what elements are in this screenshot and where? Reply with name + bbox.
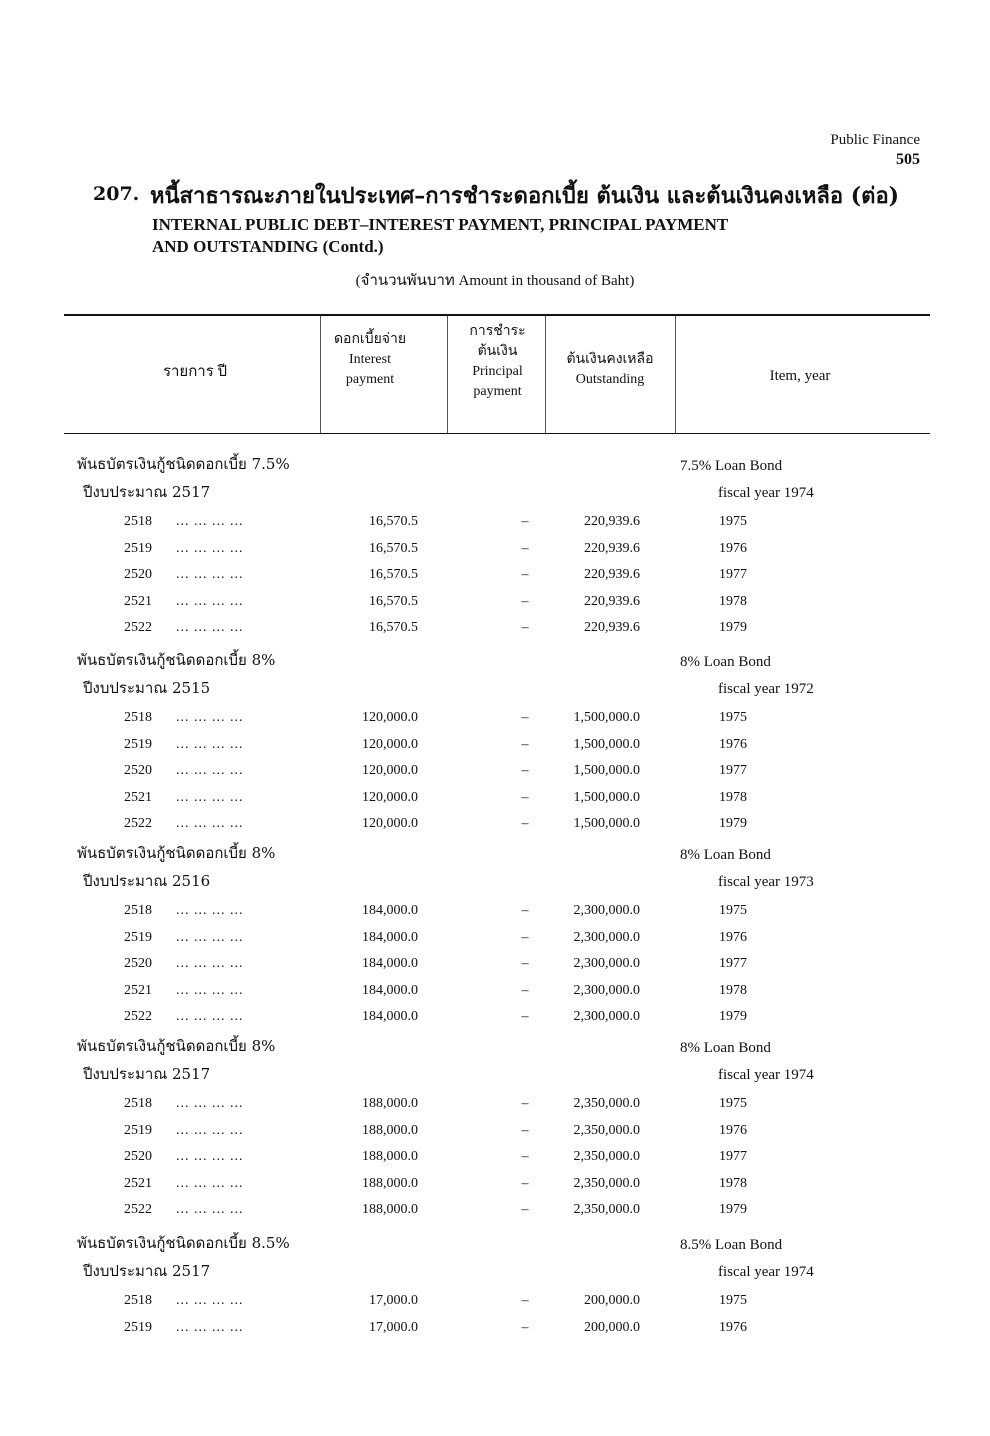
cell-interest-payment: 184,000.0: [362, 1009, 418, 1024]
cell-outstanding: 1,500,000.0: [573, 816, 640, 831]
cell-year-thai: 2521: [124, 1175, 152, 1191]
cell-interest-payment: 188,000.0: [362, 1096, 418, 1111]
cell-interest-payment: 16,570.5: [369, 514, 418, 529]
cell-year-english: 1979: [719, 1009, 747, 1024]
cell-year-thai: 2518: [124, 1293, 152, 1308]
cell-outstanding: 2,350,000.0: [573, 1202, 640, 1217]
cell-year-english: 1977: [719, 567, 747, 582]
cell-interest-payment: 188,000.0: [362, 1122, 418, 1138]
column-divider: [675, 316, 676, 433]
cell-interest-payment: 184,000.0: [362, 982, 418, 998]
page-number: 505: [896, 151, 920, 168]
cell-principal-payment: –: [521, 736, 529, 752]
cell-principal-payment: –: [521, 567, 529, 582]
cell-leader-dots: ... ... ... ...: [176, 1293, 244, 1308]
title-english-line2: AND OUTSTANDING (Contd.): [152, 237, 384, 256]
table-row: [0, 567, 990, 593]
principal-header-thai1: การชำระ: [469, 324, 526, 339]
cell-interest-payment: 188,000.0: [362, 1202, 418, 1217]
cell-year-thai: 2519: [124, 736, 152, 752]
cell-year-english: 1976: [719, 1319, 747, 1335]
cell-leader-dots: ... ... ... ...: [176, 1175, 244, 1191]
column-header-outstanding: [545, 350, 675, 390]
cell-year-thai: 2519: [124, 929, 152, 945]
cell-year-thai: 2522: [124, 816, 152, 831]
table-row: [0, 930, 990, 956]
table-row: [0, 1123, 990, 1149]
table-row: [0, 1202, 990, 1228]
table-row: [0, 763, 990, 789]
group-subtitle-english: fiscal year 1974: [718, 485, 814, 501]
cell-year-thai: 2519: [124, 1319, 152, 1335]
outstanding-header-thai: ต้นเงินคงเหลือ: [566, 352, 654, 367]
title-thai: หนี้สาธารณะภายในประเทศ–การชำระดอกเบี้ย ต้นเงิน และต้นเงินคงเหลือ (ต่อ): [150, 183, 900, 209]
cell-interest-payment: 188,000.0: [362, 1175, 418, 1191]
cell-year-english: 1978: [719, 1175, 747, 1191]
group-title-english: 8% Loan Bond: [680, 847, 771, 863]
column-divider: [447, 316, 448, 433]
column-header-item-thai: รายการ ปี: [162, 364, 228, 380]
group-subtitle-english: fiscal year 1973: [718, 874, 814, 890]
cell-year-english: 1977: [719, 763, 747, 778]
cell-year-english: 1976: [719, 736, 747, 752]
cell-outstanding: 2,300,000.0: [573, 929, 640, 945]
group-subtitle-thai: ปีงบประมาณ 2515: [83, 679, 211, 697]
cell-year-thai: 2521: [124, 593, 152, 609]
title-english: [152, 214, 852, 258]
cell-year-english: 1976: [719, 1122, 747, 1138]
running-header: [830, 130, 920, 170]
cell-leader-dots: ... ... ... ...: [176, 1149, 244, 1164]
unit-note: (จำนวนพันบาท Amount in thousand of Baht): [355, 273, 635, 289]
cell-year-thai: 2518: [124, 710, 152, 725]
group-title-thai: พันธบัตรเงินกู้ชนิดดอกเบี้ย 8%: [77, 1037, 276, 1055]
cell-leader-dots: ... ... ... ...: [176, 903, 244, 918]
cell-year-thai: 2518: [124, 1096, 152, 1111]
cell-year-english: 1978: [719, 789, 747, 805]
cell-principal-payment: –: [521, 763, 529, 778]
cell-leader-dots: ... ... ... ...: [176, 982, 244, 998]
cell-outstanding: 2,300,000.0: [573, 1009, 640, 1024]
cell-year-thai: 2522: [124, 620, 152, 635]
column-header-interest: [320, 330, 420, 390]
table-row: [0, 541, 990, 567]
cell-principal-payment: –: [521, 1202, 529, 1217]
cell-interest-payment: 16,570.5: [369, 540, 418, 556]
group-subtitle-english: fiscal year 1972: [718, 681, 814, 697]
group-title-english: 8% Loan Bond: [680, 1040, 771, 1056]
table-row: [0, 1096, 990, 1122]
cell-leader-dots: ... ... ... ...: [176, 1096, 244, 1111]
table-row: [0, 620, 990, 646]
cell-principal-payment: –: [521, 540, 529, 556]
cell-principal-payment: –: [521, 1175, 529, 1191]
cell-year-english: 1978: [719, 982, 747, 998]
cell-interest-payment: 120,000.0: [362, 789, 418, 805]
cell-leader-dots: ... ... ... ...: [176, 540, 244, 556]
cell-principal-payment: –: [521, 789, 529, 805]
cell-principal-payment: –: [521, 1319, 529, 1335]
cell-year-english: 1977: [719, 956, 747, 971]
table-header-rule: [64, 433, 930, 434]
group-subtitle-thai: ปีงบประมาณ 2517: [83, 483, 211, 501]
cell-outstanding: 2,350,000.0: [573, 1149, 640, 1164]
outstanding-header-en: Outstanding: [575, 372, 645, 387]
group-subtitle-english: fiscal year 1974: [718, 1067, 814, 1083]
cell-outstanding: 2,350,000.0: [573, 1096, 640, 1111]
cell-year-english: 1979: [719, 620, 747, 635]
cell-interest-payment: 16,570.5: [369, 620, 418, 635]
cell-leader-dots: ... ... ... ...: [176, 736, 244, 752]
cell-outstanding: 1,500,000.0: [573, 710, 640, 725]
cell-principal-payment: –: [521, 1009, 529, 1024]
cell-interest-payment: 16,570.5: [369, 567, 418, 582]
column-header-principal: [450, 322, 545, 402]
cell-year-english: 1978: [719, 593, 747, 609]
cell-leader-dots: ... ... ... ...: [176, 593, 244, 609]
cell-year-english: 1979: [719, 1202, 747, 1217]
cell-principal-payment: –: [521, 620, 529, 635]
table-row: [0, 816, 990, 842]
column-divider: [320, 316, 321, 433]
cell-outstanding: 200,000.0: [584, 1293, 640, 1308]
cell-year-english: 1976: [719, 540, 747, 556]
cell-principal-payment: –: [521, 514, 529, 529]
cell-interest-payment: 17,000.0: [369, 1319, 418, 1335]
table-row: [0, 1009, 990, 1035]
cell-interest-payment: 120,000.0: [362, 736, 418, 752]
column-header-item-english: Item, year: [769, 368, 831, 384]
cell-principal-payment: –: [521, 956, 529, 971]
table-number: 207.: [93, 183, 140, 205]
interest-header-en2: payment: [345, 372, 395, 387]
table-row: [0, 514, 990, 540]
cell-outstanding: 220,939.6: [584, 514, 640, 529]
principal-header-thai2: ต้นเงิน: [477, 344, 518, 359]
cell-outstanding: 1,500,000.0: [573, 736, 640, 752]
group-title-thai: พันธบัตรเงินกู้ชนิดดอกเบี้ย 8%: [77, 844, 276, 862]
table-row: [0, 983, 990, 1009]
table-top-rule: [64, 314, 930, 316]
interest-header-thai: ดอกเบี้ยจ่าย: [333, 332, 407, 347]
cell-principal-payment: –: [521, 903, 529, 918]
cell-principal-payment: –: [521, 1096, 529, 1111]
cell-year-thai: 2521: [124, 789, 152, 805]
group-title-thai: พันธบัตรเงินกู้ชนิดดอกเบี้ย 8%: [77, 651, 276, 669]
cell-year-thai: 2520: [124, 956, 152, 971]
cell-principal-payment: –: [521, 710, 529, 725]
table-row: [0, 737, 990, 763]
title-english-line1: INTERNAL PUBLIC DEBT–INTEREST PAYMENT, PRINCIPAL PAYMENT: [152, 215, 729, 234]
cell-year-english: 1975: [719, 903, 747, 918]
group-title-thai: พันธบัตรเงินกู้ชนิดดอกเบี้ย 7.5%: [77, 455, 290, 473]
cell-outstanding: 200,000.0: [584, 1319, 640, 1335]
cell-year-english: 1975: [719, 1293, 747, 1308]
cell-outstanding: 2,350,000.0: [573, 1175, 640, 1191]
cell-principal-payment: –: [521, 929, 529, 945]
cell-year-english: 1975: [719, 710, 747, 725]
cell-outstanding: 2,350,000.0: [573, 1122, 640, 1138]
cell-leader-dots: ... ... ... ...: [176, 789, 244, 805]
cell-principal-payment: –: [521, 1293, 529, 1308]
cell-leader-dots: ... ... ... ...: [176, 956, 244, 971]
cell-interest-payment: 184,000.0: [362, 929, 418, 945]
table-row: [0, 903, 990, 929]
cell-outstanding: 1,500,000.0: [573, 789, 640, 805]
group-subtitle-english: fiscal year 1974: [718, 1264, 814, 1280]
table-row: [0, 710, 990, 736]
group-subtitle-thai: ปีงบประมาณ 2517: [83, 1065, 211, 1083]
group-subtitle-thai: ปีงบประมาณ 2516: [83, 872, 211, 890]
cell-leader-dots: ... ... ... ...: [176, 710, 244, 725]
cell-interest-payment: 17,000.0: [369, 1293, 418, 1308]
cell-outstanding: 220,939.6: [584, 567, 640, 582]
group-title-thai: พันธบัตรเงินกู้ชนิดดอกเบี้ย 8.5%: [77, 1234, 290, 1252]
principal-header-en1: Principal: [472, 364, 523, 379]
group-title-english: 7.5% Loan Bond: [680, 458, 783, 474]
cell-year-thai: 2518: [124, 903, 152, 918]
cell-outstanding: 1,500,000.0: [573, 763, 640, 778]
cell-principal-payment: –: [521, 1149, 529, 1164]
cell-interest-payment: 120,000.0: [362, 763, 418, 778]
cell-interest-payment: 16,570.5: [369, 593, 418, 609]
cell-leader-dots: ... ... ... ...: [176, 816, 244, 831]
table-row: [0, 1320, 990, 1346]
table-row: [0, 1176, 990, 1202]
cell-interest-payment: 188,000.0: [362, 1149, 418, 1164]
group-title-english: 8.5% Loan Bond: [680, 1237, 783, 1253]
cell-year-english: 1976: [719, 929, 747, 945]
cell-leader-dots: ... ... ... ...: [176, 620, 244, 635]
cell-year-thai: 2520: [124, 763, 152, 778]
cell-leader-dots: ... ... ... ...: [176, 1319, 244, 1335]
group-subtitle-thai: ปีงบประมาณ 2517: [83, 1262, 211, 1280]
cell-principal-payment: –: [521, 982, 529, 998]
cell-year-thai: 2520: [124, 1149, 152, 1164]
interest-header-en1: Interest: [349, 352, 391, 367]
table-row: [0, 790, 990, 816]
group-title-english: 8% Loan Bond: [680, 654, 771, 670]
cell-year-english: 1975: [719, 514, 747, 529]
principal-header-en2: payment: [473, 384, 522, 399]
cell-outstanding: 2,300,000.0: [573, 956, 640, 971]
cell-interest-payment: 120,000.0: [362, 816, 418, 831]
cell-year-thai: 2520: [124, 567, 152, 582]
cell-outstanding: 220,939.6: [584, 593, 640, 609]
cell-year-english: 1977: [719, 1149, 747, 1164]
cell-interest-payment: 120,000.0: [362, 710, 418, 725]
cell-year-thai: 2519: [124, 540, 152, 556]
cell-leader-dots: ... ... ... ...: [176, 514, 244, 529]
cell-year-thai: 2522: [124, 1009, 152, 1024]
cell-outstanding: 220,939.6: [584, 540, 640, 556]
cell-year-thai: 2519: [124, 1122, 152, 1138]
section-name: Public Finance: [830, 132, 920, 148]
cell-leader-dots: ... ... ... ...: [176, 1009, 244, 1024]
table-row: [0, 1149, 990, 1175]
cell-leader-dots: ... ... ... ...: [176, 929, 244, 945]
cell-interest-payment: 184,000.0: [362, 903, 418, 918]
cell-principal-payment: –: [521, 593, 529, 609]
cell-outstanding: 2,300,000.0: [573, 982, 640, 998]
cell-interest-payment: 184,000.0: [362, 956, 418, 971]
cell-principal-payment: –: [521, 816, 529, 831]
cell-leader-dots: ... ... ... ...: [176, 567, 244, 582]
cell-outstanding: 220,939.6: [584, 620, 640, 635]
cell-year-english: 1975: [719, 1096, 747, 1111]
table-row: [0, 1293, 990, 1319]
cell-year-thai: 2521: [124, 982, 152, 998]
table-row: [0, 956, 990, 982]
cell-year-english: 1979: [719, 816, 747, 831]
cell-year-thai: 2522: [124, 1202, 152, 1217]
cell-leader-dots: ... ... ... ...: [176, 1202, 244, 1217]
cell-year-thai: 2518: [124, 514, 152, 529]
cell-leader-dots: ... ... ... ...: [176, 1122, 244, 1138]
column-divider: [545, 316, 546, 433]
table-row: [0, 594, 990, 620]
cell-outstanding: 2,300,000.0: [573, 903, 640, 918]
cell-leader-dots: ... ... ... ...: [176, 763, 244, 778]
cell-principal-payment: –: [521, 1122, 529, 1138]
